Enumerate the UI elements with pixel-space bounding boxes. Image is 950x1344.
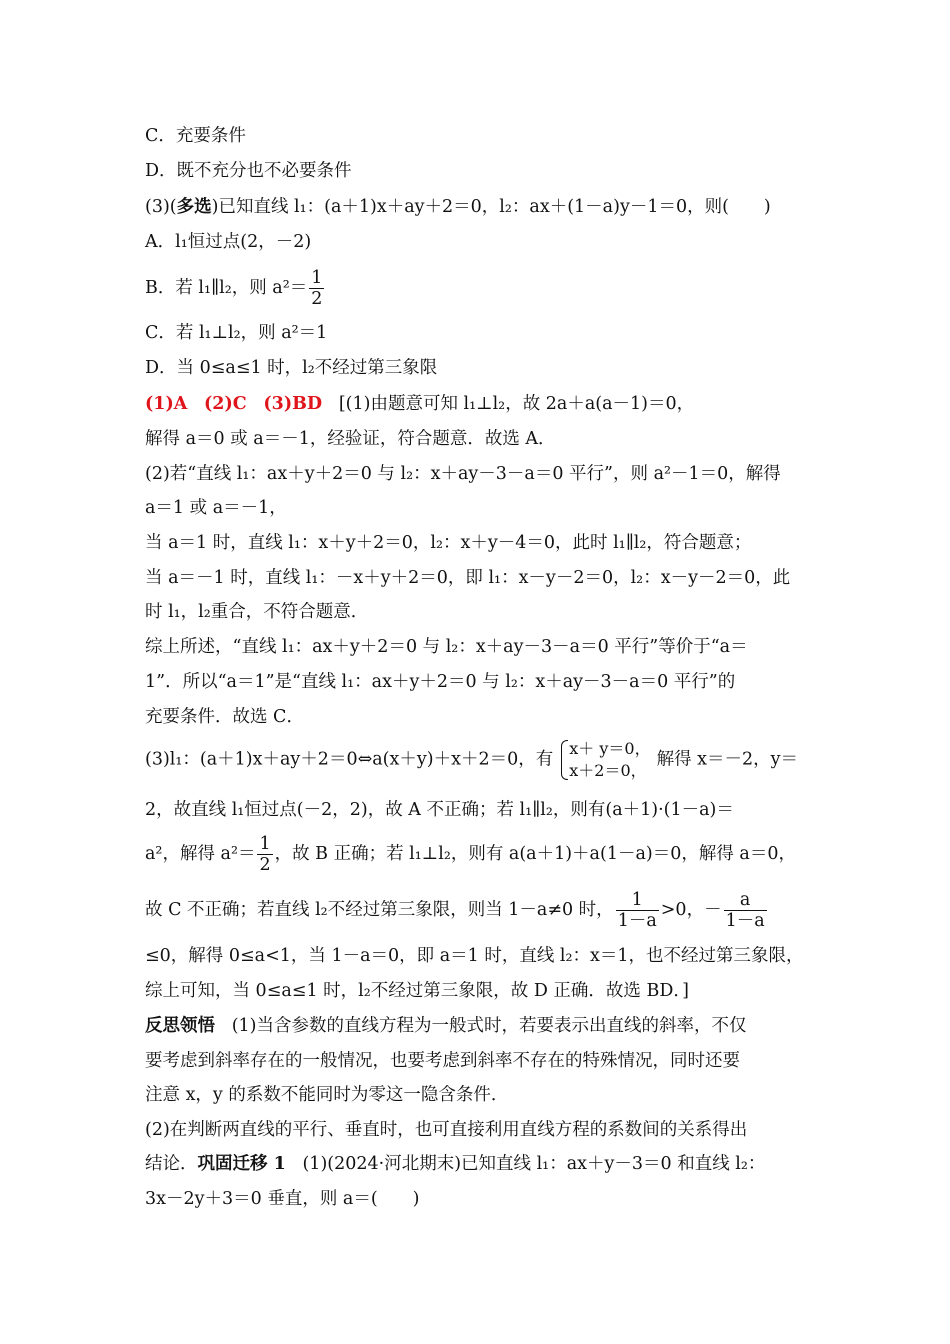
option-a: A．l₁恒过点(2，－2) xyxy=(145,232,312,252)
solution-text: [(1)由题意可知 l₁⊥l₂，故 2a＋a(a－1)＝0， xyxy=(338,394,695,414)
fraction-denominator: 2 xyxy=(311,289,323,309)
option-b xyxy=(145,268,326,309)
option-d: D．当 0≤a≤1 时，l₂不经过第三象限 xyxy=(145,358,438,378)
fraction-numerator: 1 xyxy=(311,268,323,288)
practice-title: 巩固迁移 1 xyxy=(197,1154,286,1174)
fraction-numerator: a xyxy=(724,890,767,911)
solution-line: 1”．所以“a＝1”是“直线 l₁：ax＋y＋2＝0 与 l₂：x＋ay－3－a＝0 平行”的 xyxy=(145,672,736,692)
solution-line: 当 a＝1 时，直线 l₁：x＋y＋2＝0，l₂：x＋y－4＝0，此时 l₁∥l₂，符合题意； xyxy=(145,533,752,553)
solution-line: (2)若“直线 l₁：ax＋y＋2＝0 与 l₂：x＋ay－3－a＝0 平行”，则 a²－1＝0，解得 xyxy=(145,464,781,484)
option-b-text: B．若 l₁∥l₂，则 a²＝ xyxy=(145,278,308,298)
multi-select-tag: 多选 xyxy=(176,197,212,217)
reflection-text: (1)当含参数的直线方程为一般式时，若要表示出直线的斜率，不仅 xyxy=(231,1016,747,1036)
solution-line: 2，故直线 l₁恒过点(－2，2)，故 A 不正确；若 l₁∥l₂，则有(a＋1)·(1－a)＝ xyxy=(145,800,734,820)
question-text: 已知直线 l₁：(a＋1)x＋ay＋2＝0，l₂：ax＋(1－a)y－1＝0，则( ) xyxy=(218,197,771,217)
fraction-denominator: 1－a xyxy=(725,911,765,931)
solution-line: ≤0，解得 0≤a<1，当 1－a＝0，即 a＝1 时，直线 l₂：x＝1，也不经过第三象限， xyxy=(145,946,804,966)
solution-text: 故 C 不正确；若直线 l₂不经过第三象限，则当 1－a≠0 时， xyxy=(145,900,614,920)
solution-text: ，故 B 正确；若 l₁⊥l₂，则有 a(a＋1)＋a(1－a)＝0，解得 a＝0， xyxy=(274,844,796,864)
solution-text: 解得 x＝－2，y＝ xyxy=(656,749,799,770)
fraction-half xyxy=(309,268,324,309)
solution-line-system xyxy=(145,738,798,782)
solution-line: 时 l₁，l₂重合，不符合题意． xyxy=(145,602,369,622)
fraction-numerator: 1 xyxy=(616,890,659,911)
solution-text: (3)l₁：(a＋1)x＋ay＋2＝0⇔a(x＋y)＋x＋2＝0，有 xyxy=(145,749,554,770)
solution-line: 综上所述，“直线 l₁：ax＋y＋2＝0 与 l₂：x＋ay－3－a＝0 平行”等价于“a＝ xyxy=(145,637,748,657)
solution-line-frac xyxy=(145,890,769,931)
solution-line: a＝1 或 a＝－1， xyxy=(145,498,287,518)
equation-system xyxy=(559,738,650,782)
reflection-line-practice xyxy=(145,1152,765,1176)
option-c: C．若 l₁⊥l₂，则 a²＝1 xyxy=(145,323,328,343)
answer-2: (2)C xyxy=(204,394,247,414)
solution-line: 当 a＝－1 时，直线 l₁：－x＋y＋2＝0，即 l₁：x－y－2＝0，l₂：x－y－2＝0，此 xyxy=(145,568,791,588)
reflection-text: 结论． xyxy=(145,1154,198,1174)
solution-line: 充要条件．故选 C． xyxy=(145,707,304,727)
question-3-stem: (3)(多选)已知直线 l₁：(a＋1)x＋ay＋2＝0，l₂：ax＋(1－a)y－1＝0，则( ) xyxy=(145,197,771,217)
practice-text: (1)(2024·河北期末)已知直线 l₁：ax＋y－3＝0 和直线 l₂： xyxy=(302,1154,766,1174)
solution-line-frac xyxy=(145,834,796,875)
solution-text: >0，－ xyxy=(660,900,722,920)
fraction-denominator: 2 xyxy=(259,855,271,875)
answer-1: (1)A xyxy=(145,394,188,414)
reflection-line-1 xyxy=(145,1014,747,1038)
reflection-line: 要考虑到斜率存在的一般情况，也要考虑到斜率不存在的特殊情况，同时还要 xyxy=(145,1051,740,1071)
practice-line: 3x－2y＋3＝0 垂直，则 a＝( ) xyxy=(145,1189,420,1209)
solution-line: 解得 a＝0 或 a＝－1，经验证，符合题意．故选 A． xyxy=(145,429,556,449)
option-d-prev: D．既不充分也不必要条件 xyxy=(145,161,352,181)
reflection-line: 注意 x，y 的系数不能同时为零这一隐含条件． xyxy=(145,1085,509,1105)
fraction-numerator: 1 xyxy=(259,834,271,854)
solution-line: 综上可知，当 0≤a≤1 时，l₂不经过第三象限，故 D 正确．故选 BD．] xyxy=(145,981,689,1001)
solution-text: a²，解得 a²＝ xyxy=(145,844,256,864)
system-eq-1: x＋ y＝0， xyxy=(569,739,651,758)
answer-line-1 xyxy=(145,392,694,416)
fraction xyxy=(724,890,767,931)
option-c-prev: C．充要条件 xyxy=(145,126,246,146)
system-eq-2: x＋2＝0， xyxy=(569,761,647,780)
reflection-title: 反思领悟 xyxy=(145,1016,215,1036)
reflection-line: (2)在判断两直线的平行、垂直时，也可直接利用直线方程的系数间的关系得出 xyxy=(145,1120,748,1140)
question-number: (3) xyxy=(145,197,170,217)
answer-3: (3)BD xyxy=(263,394,323,414)
fraction-half xyxy=(257,834,272,875)
fraction-denominator: 1－a xyxy=(617,911,657,931)
fraction xyxy=(616,890,659,931)
